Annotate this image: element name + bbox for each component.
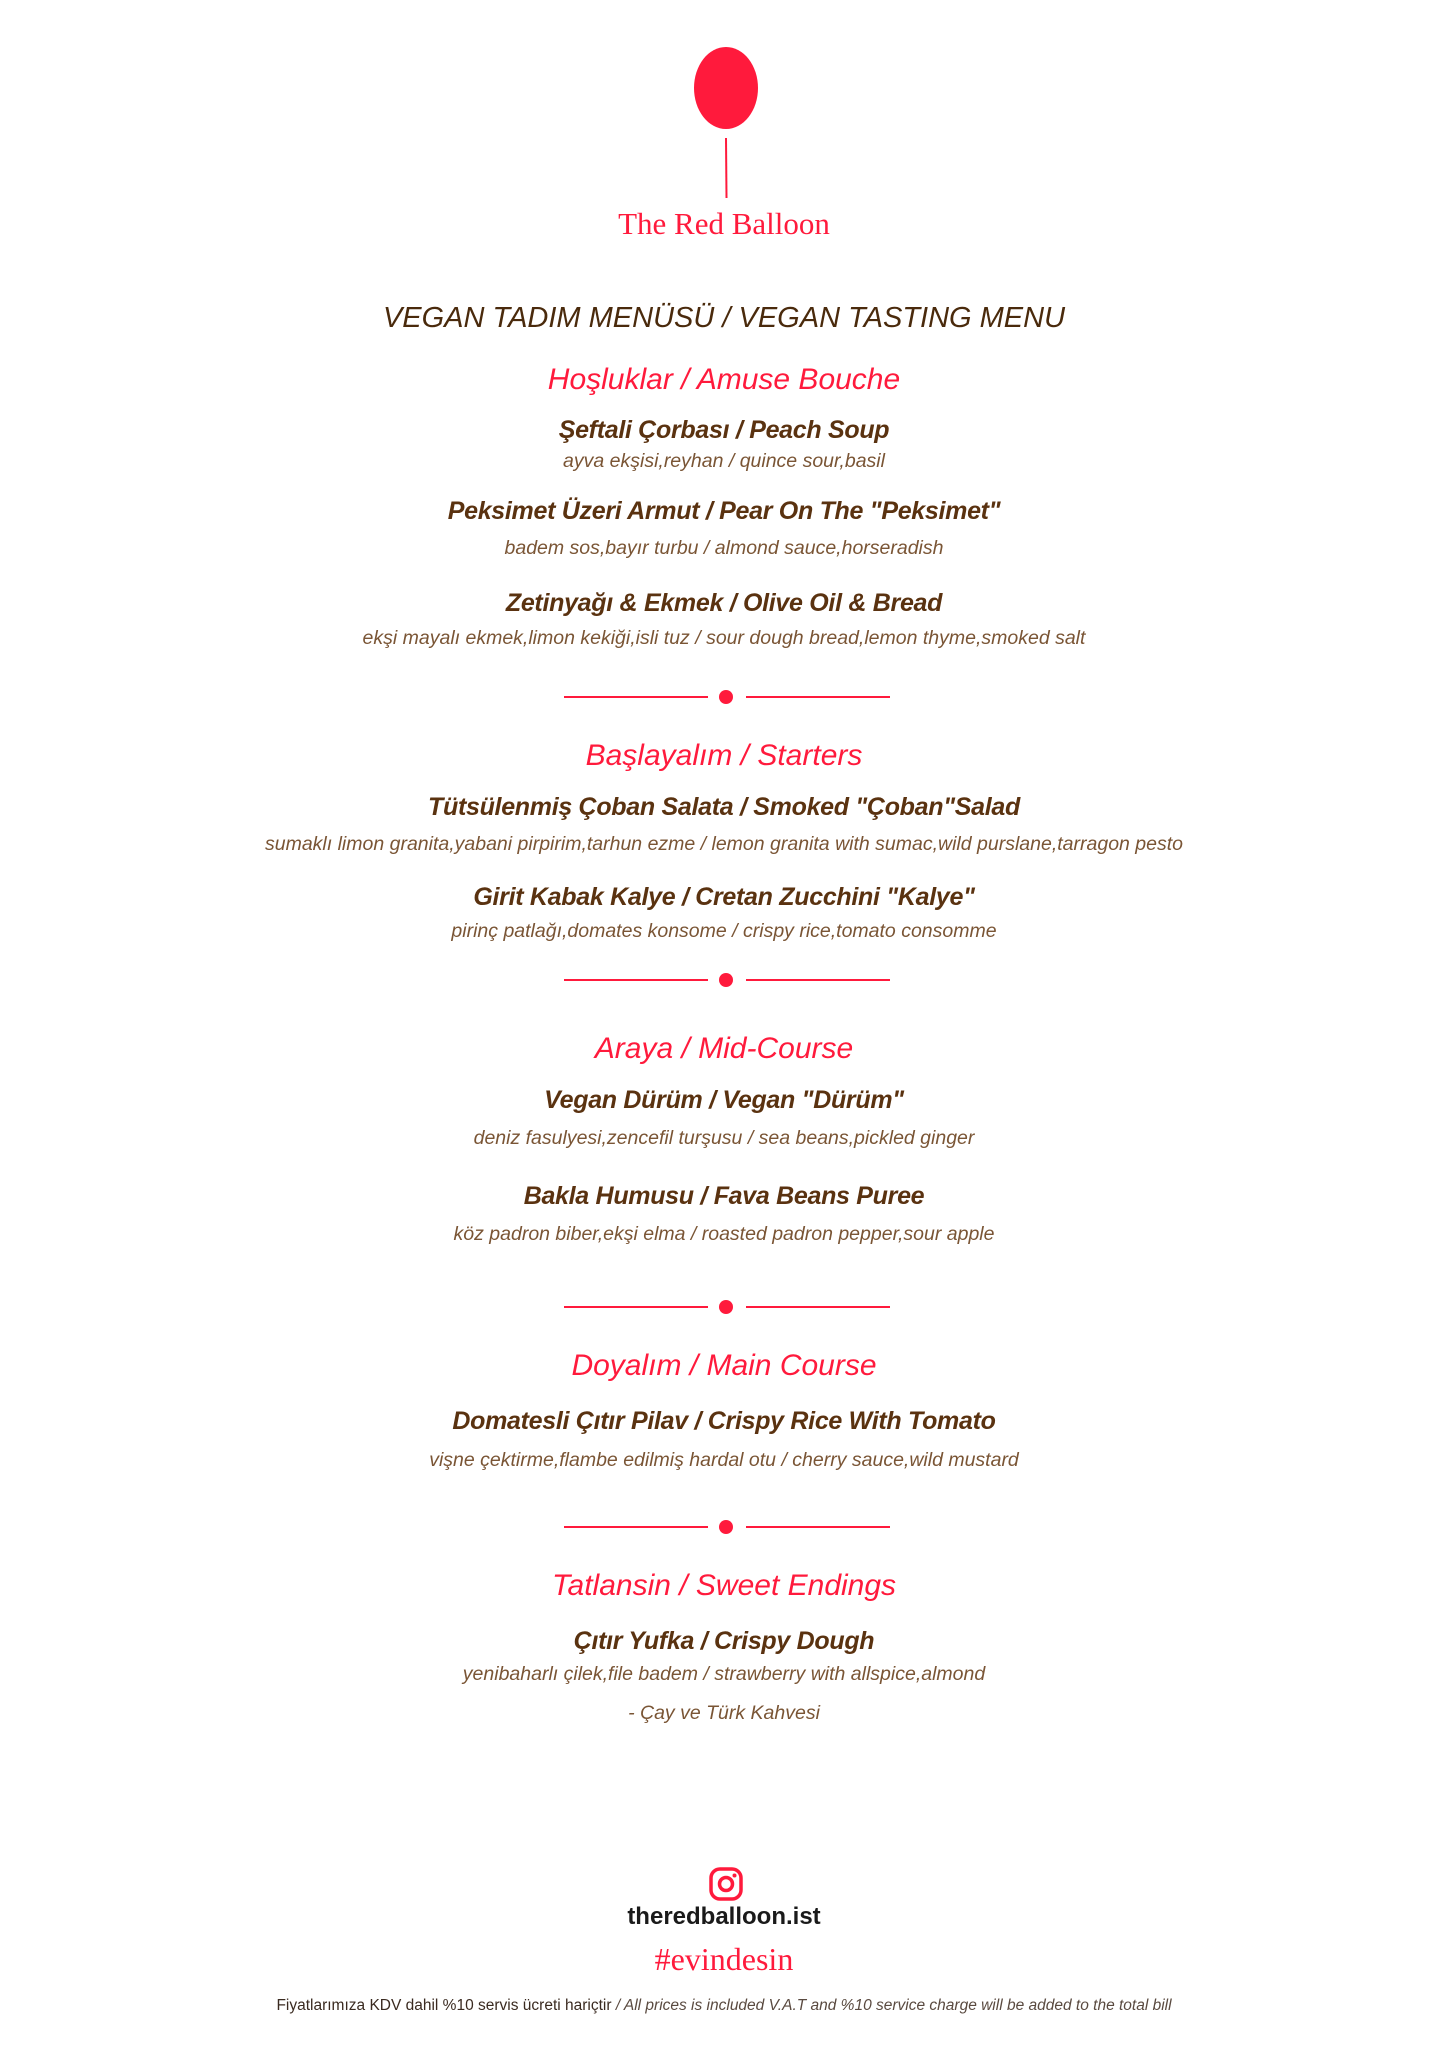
footer-note [0, 1995, 1448, 2017]
section-divider [564, 973, 890, 987]
dish-name: Domatesli Çıtır Pilav / Crispy Rice With Tomato [452, 1407, 996, 1435]
section-divider [564, 690, 890, 704]
menu-title: VEGAN TADIM MENÜSÜ / VEGAN TASTING MENU [382, 302, 1066, 334]
dish-name: Vegan Dürüm / Vegan "Dürüm" [544, 1086, 904, 1114]
red-balloon-icon [690, 46, 762, 202]
extra-note: - Çay ve Türk Kahvesi [628, 1702, 820, 1724]
dish-description: ayva ekşisi,reyhan / quince sour,basil [563, 450, 885, 472]
footer-separator: / [611, 1997, 624, 2014]
section-title: Araya / Mid-Course [594, 1032, 854, 1065]
brand-name: The Red Balloon [618, 206, 830, 241]
section-divider [564, 1300, 890, 1314]
dish-name: Peksimet Üzeri Armut / Pear On The "Peksimet" [447, 497, 1001, 525]
dish-description: deniz fasulyesi,zencefil turşusu / sea beans,pickled ginger [473, 1127, 975, 1149]
section-title: Başlayalım / Starters [585, 739, 863, 772]
footer-en: All prices is included V.A.T and %10 service charge will be added to the total bill [623, 1997, 1172, 2014]
dish-name: Şeftali Çorbası / Peach Soup [558, 416, 890, 444]
dish-name: Zetinyağı & Ekmek / Olive Oil & Bread [505, 589, 943, 617]
dish-name: Çıtır Yufka / Crispy Dough [573, 1627, 875, 1655]
dish-description: yenibaharlı çilek,file badem / strawberry with allspice,almond [462, 1663, 986, 1685]
dish-description: badem sos,bayır turbu / almond sauce,horseradish [504, 537, 944, 559]
dish-name: Tütsülenmiş Çoban Salata / Smoked "Çoban"Salad [428, 793, 1020, 821]
section-divider [564, 1520, 890, 1534]
dish-name: Bakla Humusu / Fava Beans Puree [523, 1182, 925, 1210]
hashtag: #evindesin [654, 1941, 794, 1977]
dish-description: ekşi mayalı ekmek,limon kekiği,isli tuz / sour dough bread,lemon thyme,smoked salt [362, 627, 1086, 649]
section-title: Doyalım / Main Course [571, 1349, 877, 1382]
dish-name: Girit Kabak Kalye / Cretan Zucchini "Kalye" [473, 883, 975, 911]
footer-tr: Fiyatlarımıza KDV dahil %10 servis ücreti hariçtir [276, 1997, 612, 2014]
dish-description: pirinç patlağı,domates konsome / crispy rice,tomato consomme [451, 920, 997, 942]
dish-description: sumaklı limon granita,yabani pirpirim,tarhun ezme / lemon granita with sumac,wild purslane,tarragon pesto [264, 833, 1183, 855]
dish-description: köz padron biber,ekşi elma / roasted padron pepper,sour apple [453, 1223, 995, 1245]
dish-description: vişne çektirme,flambe edilmiş hardal otu / cherry sauce,wild mustard [429, 1449, 1019, 1471]
instagram-handle[interactable]: theredballoon.ist [627, 1903, 821, 1930]
section-title: Hoşluklar / Amuse Bouche [547, 363, 901, 396]
section-title: Tatlansin / Sweet Endings [551, 1569, 897, 1602]
instagram-icon[interactable] [708, 1866, 744, 1902]
